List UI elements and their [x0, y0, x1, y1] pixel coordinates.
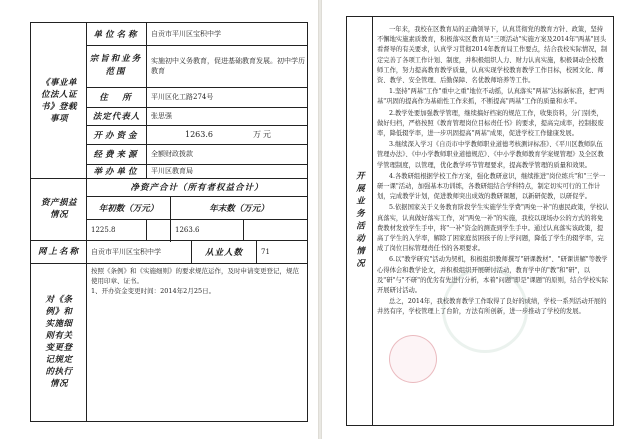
begin-value: 1225.8 — [91, 225, 116, 234]
cert-side-label-text: 《事业单位法人证书》登载事项 — [40, 77, 77, 124]
org-value: 平川区教育局 — [151, 167, 193, 175]
paragraph: 总之，2014年，我校教育教学工作取得了良好的成绩，学校一系列活动开展的井然有序，学校管理上了台阶，方法有所创新，进一步推动了学校的发展。 — [377, 298, 607, 316]
paragraph: 1.坚持"两基"工作"重中之重"地位不动摇，认真落实"两基"达标新标准，把"两基"巩固的提高作为基础性工作来抓，不断提高"两基"工作的质量和水平。 — [377, 88, 605, 106]
cert-side-label — [37, 23, 81, 178]
paragraph: 3.继续深入学习《自贡市中学教师职业道德考核测评标准》、《平川区教师队伍管理办法》、《中小学教师职业道德规范》、《中小学教师教育学案规管理》及全区教学管理制度，以管理，优化教学环节管理要求，提高教学管理的质量和效果。 — [377, 141, 604, 169]
capital-label: 开办资金 — [93, 130, 140, 141]
capital-value — [147, 125, 307, 144]
staff-value: 71 — [261, 247, 270, 256]
compliance-line-1: 按照《条例》和《实施细则》的要求规范运作，及时申请变更登记，规范使用印章、证书。 — [91, 267, 299, 285]
right-page — [322, 0, 620, 439]
paragraph: 一年来，我校在区教育局的正确领导下，认真贯彻党的教育方针、政策，坚持不懈地实施素质教育，积极落实区教育局"三项活动"实施方案及2014年"两基"回头看督导的有关要求，认真学习贯彻2014年教育局工作要点，结合我校实际情况，制定完善了各项工作计划、制度，并积极组织人力、财力认真实施，积极调动全校教师工作，努力提高教育教学质量，认真实现学校教育教学工作目标，校园文化、师资、教学、安全管理、后勤保障、名优教师培养等工作。 — [377, 26, 608, 85]
funding-label: 经费来源 — [93, 150, 140, 160]
activities-table — [346, 16, 614, 426]
staff-label: 从业人数 — [204, 247, 243, 258]
registration-table — [30, 22, 308, 422]
end-label: 年末数（万元） — [209, 203, 269, 214]
activities-side-label — [347, 17, 373, 425]
address-value: 平川区化工路274号 — [151, 93, 214, 101]
purpose-value: 实施初中义务教育，促进基础教育发展。初中学历教育 — [151, 57, 305, 75]
paragraph: 6.以"教学研究"活动为契机，积极组织教师撰写"研课教材"、"研课讲解"等教学心得体会和教学论文，并积极组织开展研讨活动，教育学中的"教"和"研"，以及"研"与"不研"的优劣有先进行分析，本着"问题"即是"课题"的原则，结合学校实际开展研讨活动。 — [377, 256, 608, 295]
net-assets-header: 净资产合计（所有者权益合计） — [130, 183, 264, 193]
capital-amount: 1263.6 — [185, 129, 213, 139]
paragraph: 2.教学处要加强教学管理，继续搞好档案的规范工作，收集资料，分门别类，做好归档，严格按照《教育管理岗位目标责任书》的要求，提高完成率，控制报废率，降低辍学率，进一步巩固提高"两基"成果，促进学校工作健康发展。 — [377, 109, 604, 138]
rep-label: 法定代表人 — [92, 112, 141, 122]
rep-value: 张思强 — [151, 112, 172, 120]
assets-side-label-text: 资产损益情况 — [41, 198, 78, 220]
web-side-label-text: 网上名称 — [37, 246, 80, 257]
paragraph: 4.各教研组根据学校工作方案，强化教研意识，继续推进"岗位练兵"和"三学一研一课"活动，加强基本功训练，各教研组结合学科特点，制定切实可行的工作计划，完成教学计划，促进教师突出成效的教研课题，以新研促教，以研促学。 — [377, 172, 606, 201]
compliance-line-2: 1、开办资金变更时间：2014年2月25日。 — [91, 287, 216, 295]
address-label: 住 所 — [99, 93, 134, 103]
compliance-side-label-text: 对《条例》和实施细则有关变更登记规定的执行情况 — [45, 295, 73, 389]
name-label: 单位名称 — [93, 30, 140, 40]
red-seal-stamp — [389, 335, 437, 383]
purpose-label: 宗旨和业务范围 — [89, 54, 143, 77]
assets-side-label — [41, 178, 77, 240]
activities-side-label-text: 开展业务活动情况 — [354, 171, 365, 271]
name-value: 自贡市平川区宝积中学 — [151, 30, 221, 38]
compliance-notes — [87, 263, 307, 421]
end-value: 1263.6 — [175, 225, 200, 234]
paragraph: 5.依据国家关于义务教育阶段学生实施学生学费"两免一补"的惠民政策，学校认真落实，认真做好落实工作，对"两免一补"的实施，我校以现场办公的方式的将免费教材发放学生手中，将"一补"资金的测查到学生手中。通过认真落实该政策，提高了学生的入学率，解除了困家庭贫困孩子的上学问题，降低了学生的辍学率，完成了岗位目标管理责任书的各项要求。 — [377, 204, 609, 253]
activities-text — [377, 25, 609, 319]
org-label: 举办单位 — [93, 167, 140, 177]
compliance-side-label — [45, 263, 73, 421]
begin-label: 年初数（万元） — [98, 203, 159, 214]
capital-unit: 万元 — [253, 129, 273, 139]
web-side-label — [33, 240, 85, 263]
web-value: 自贡市平川区宝积中学 — [91, 247, 161, 256]
funding-value: 全额财政拨款 — [151, 150, 193, 158]
